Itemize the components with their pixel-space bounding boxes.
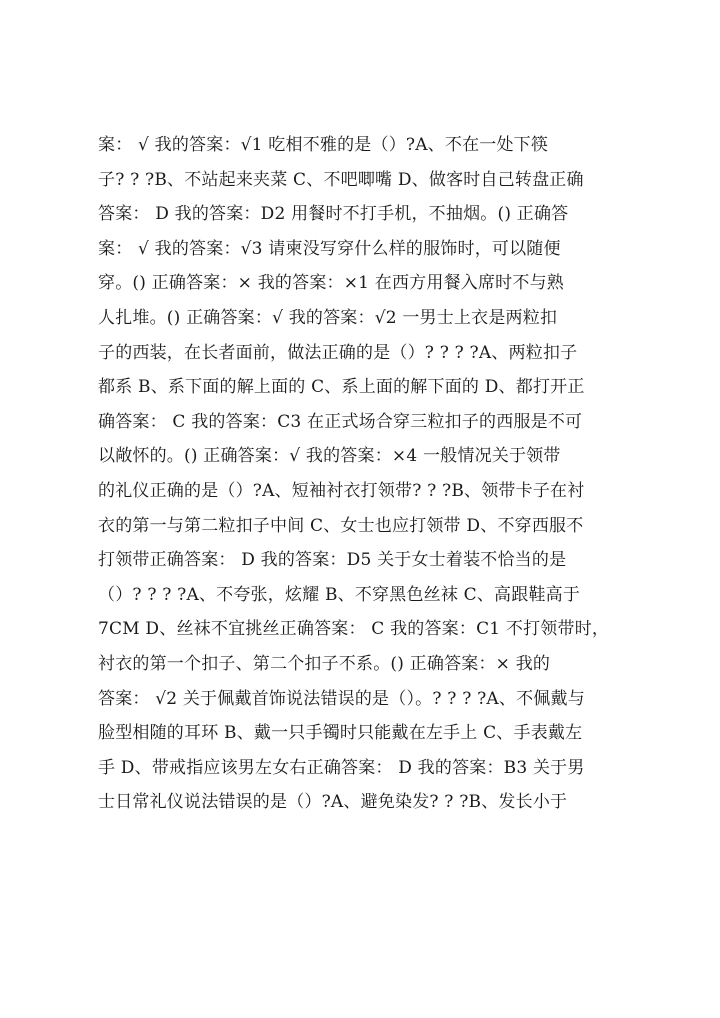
text-line: 手 D、带戒指应该男左女右正确答案： D 我的答案：B3 关于男 [98,757,585,778]
text-line: 案： √ 我的答案：√1 吃相不雅的是（）?A、不在一处下筷 [98,135,549,155]
body-text [98,128,638,820]
text-line: （）? ? ? ?A、不夸张，炫耀 B、不穿黑色丝袜 C、高跟鞋高于 [98,584,581,605]
text-line: 穿。() 正确答案：× 我的答案：×1 在西方用餐入席时不与熟 [98,273,564,294]
text-line: 子? ? ?B、不站起来夹菜 C、不吧唧嘴 D、做客时自己转盘正确 [98,169,584,190]
text-line: 脸型相随的耳环 B、戴一只手镯时只能戴在左手上 C、手表戴左 [98,723,583,744]
text-line: 士日常礼仪说法错误的是（）?A、避免染发? ? ?B、发长小于 [98,792,568,813]
text-line: 衣的第一与第二粒扣子中间 C、女士也应打领带 D、不穿西服不 [98,515,584,536]
text-line: 答案： D 我的答案：D2 用餐时不打手机，不抽烟。() 正确答 [98,204,569,225]
text-line: 确答案： C 我的答案：C3 在正式场合穿三粒扣子的西服是不可 [98,411,583,432]
text-line: 都系 B、系下面的解上面的 C、系上面的解下面的 D、都打开正 [98,377,585,398]
text-line: 答案： √2 关于佩戴首饰说法错误的是（）。? ? ? ?A、不佩戴与 [98,688,585,709]
text-line: 案： √ 我的答案：√3 请柬没写穿什么样的服饰时，可以随便 [98,238,561,259]
text-line: 人扎堆。() 正确答案：√ 我的答案：√2 一男士上衣是两粒扣 [98,307,558,328]
text-line: 衬衣的第一个扣子、第二个扣子不系。() 正确答案：× 我的 [98,653,551,674]
text-line: 7CM D、丝袜不宜挑丝正确答案： C 我的答案：C1 不打领带时， [98,619,610,640]
text-line: 以敞怀的。() 正确答案：√ 我的答案：×4 一般情况关于领带 [98,446,561,467]
text-line: 打领带正确答案： D 我的答案：D5 关于女士着装不恰当的是 [98,550,567,571]
text-line: 的礼仪正确的是（）?A、短袖衬衣打领带? ? ?B、领带卡子在衬 [98,480,585,501]
text-line: 子的西装，在长者面前，做法正确的是（）? ? ? ?A、两粒扣子 [98,342,578,363]
